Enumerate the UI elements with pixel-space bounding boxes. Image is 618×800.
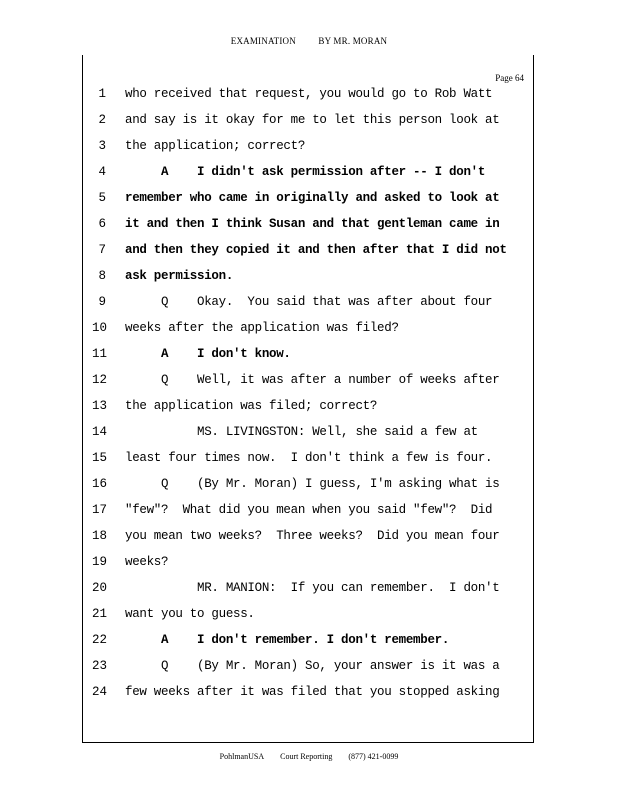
line-text: Q Well, it was after a number of weeks after [125,373,500,387]
transcript-line [0,113,540,139]
line-text: least four times now. I don't think a few is four. [125,451,493,465]
line-number: 18 [92,529,108,543]
transcript-line [0,217,540,243]
line-text: few weeks after it was filed that you stopped asking [125,685,500,699]
line-text: A I don't know. [125,347,291,361]
transcript-line [0,191,540,217]
transcript-line [0,139,540,165]
transcript-line [0,685,540,711]
transcript-line [0,373,540,399]
line-number: 16 [92,477,108,491]
transcript-line [0,347,540,373]
transcript-line [0,269,540,295]
page-header [0,36,618,46]
line-number: 22 [92,633,108,647]
line-text: MR. MANION: If you can remember. I don't [125,581,500,595]
line-text: who received that request, you would go to Rob Watt [125,87,493,101]
line-text: you mean two weeks? Three weeks? Did you mean four [125,529,500,543]
transcript-line [0,529,540,555]
line-number: 9 [98,295,106,309]
transcript-line [0,607,540,633]
line-number: 19 [92,555,108,569]
header-examination: EXAMINATION [230,36,296,46]
line-text: it and then I think Susan and that gentleman came in [125,217,500,231]
footer-service: Court Reporting [280,752,333,761]
line-text: Q (By Mr. Moran) So, your answer is it was a [125,659,500,673]
line-text: A I didn't ask permission after -- I don't [125,165,486,179]
transcript-line [0,633,540,659]
line-number: 11 [92,347,108,361]
line-number: 13 [92,399,108,413]
transcript-line [0,87,540,113]
line-text: and say is it okay for me to let this person look at [125,113,500,127]
line-number: 2 [98,113,106,127]
line-number: 7 [98,243,106,257]
transcript-line [0,321,540,347]
line-text: A I don't remember. I don't remember. [125,633,450,647]
line-number: 10 [92,321,108,335]
transcript-line [0,581,540,607]
header-examiner: BY MR. MORAN [318,36,388,46]
line-number: 8 [98,269,106,283]
line-text: MS. LIVINGSTON: Well, she said a few at [125,425,478,439]
line-text: want you to guess. [125,607,255,621]
transcript-line [0,477,540,503]
line-number: 3 [98,139,106,153]
line-number: 4 [98,165,106,179]
transcript-line [0,659,540,685]
line-number: 1 [98,87,106,101]
transcript-line [0,165,540,191]
line-number: 15 [92,451,108,465]
line-text: and then they copied it and then after that I did not [125,243,507,257]
line-number: 17 [92,503,108,517]
line-number: 12 [92,373,108,387]
line-number: 5 [98,191,106,205]
line-number: 20 [92,581,108,595]
line-number: 14 [92,425,108,439]
line-number: 23 [92,659,108,673]
transcript-line [0,425,540,451]
line-text: Q (By Mr. Moran) I guess, I'm asking what is [125,477,500,491]
page-footer [0,752,618,761]
page-number: Page 64 [495,73,524,83]
transcript-line [0,555,540,581]
transcript-line [0,399,540,425]
line-number: 6 [98,217,106,231]
line-text: the application was filed; correct? [125,399,378,413]
transcript-line [0,295,540,321]
line-number: 24 [92,685,108,699]
line-text: weeks? [125,555,169,569]
line-text: "few"? What did you mean when you said "few"? Did [125,503,493,517]
transcript-line [0,451,540,477]
footer-company: PohlmanUSA [219,752,265,761]
transcript-line [0,503,540,529]
line-text: remember who came in originally and asked to look at [125,191,500,205]
transcript-line [0,243,540,269]
line-text: weeks after the application was filed? [125,321,399,335]
line-text: the application; correct? [125,139,306,153]
line-text: Q Okay. You said that was after about four [125,295,493,309]
footer-phone: (877) 421-0099 [348,752,399,761]
line-number: 21 [92,607,108,621]
line-text: ask permission. [125,269,234,283]
